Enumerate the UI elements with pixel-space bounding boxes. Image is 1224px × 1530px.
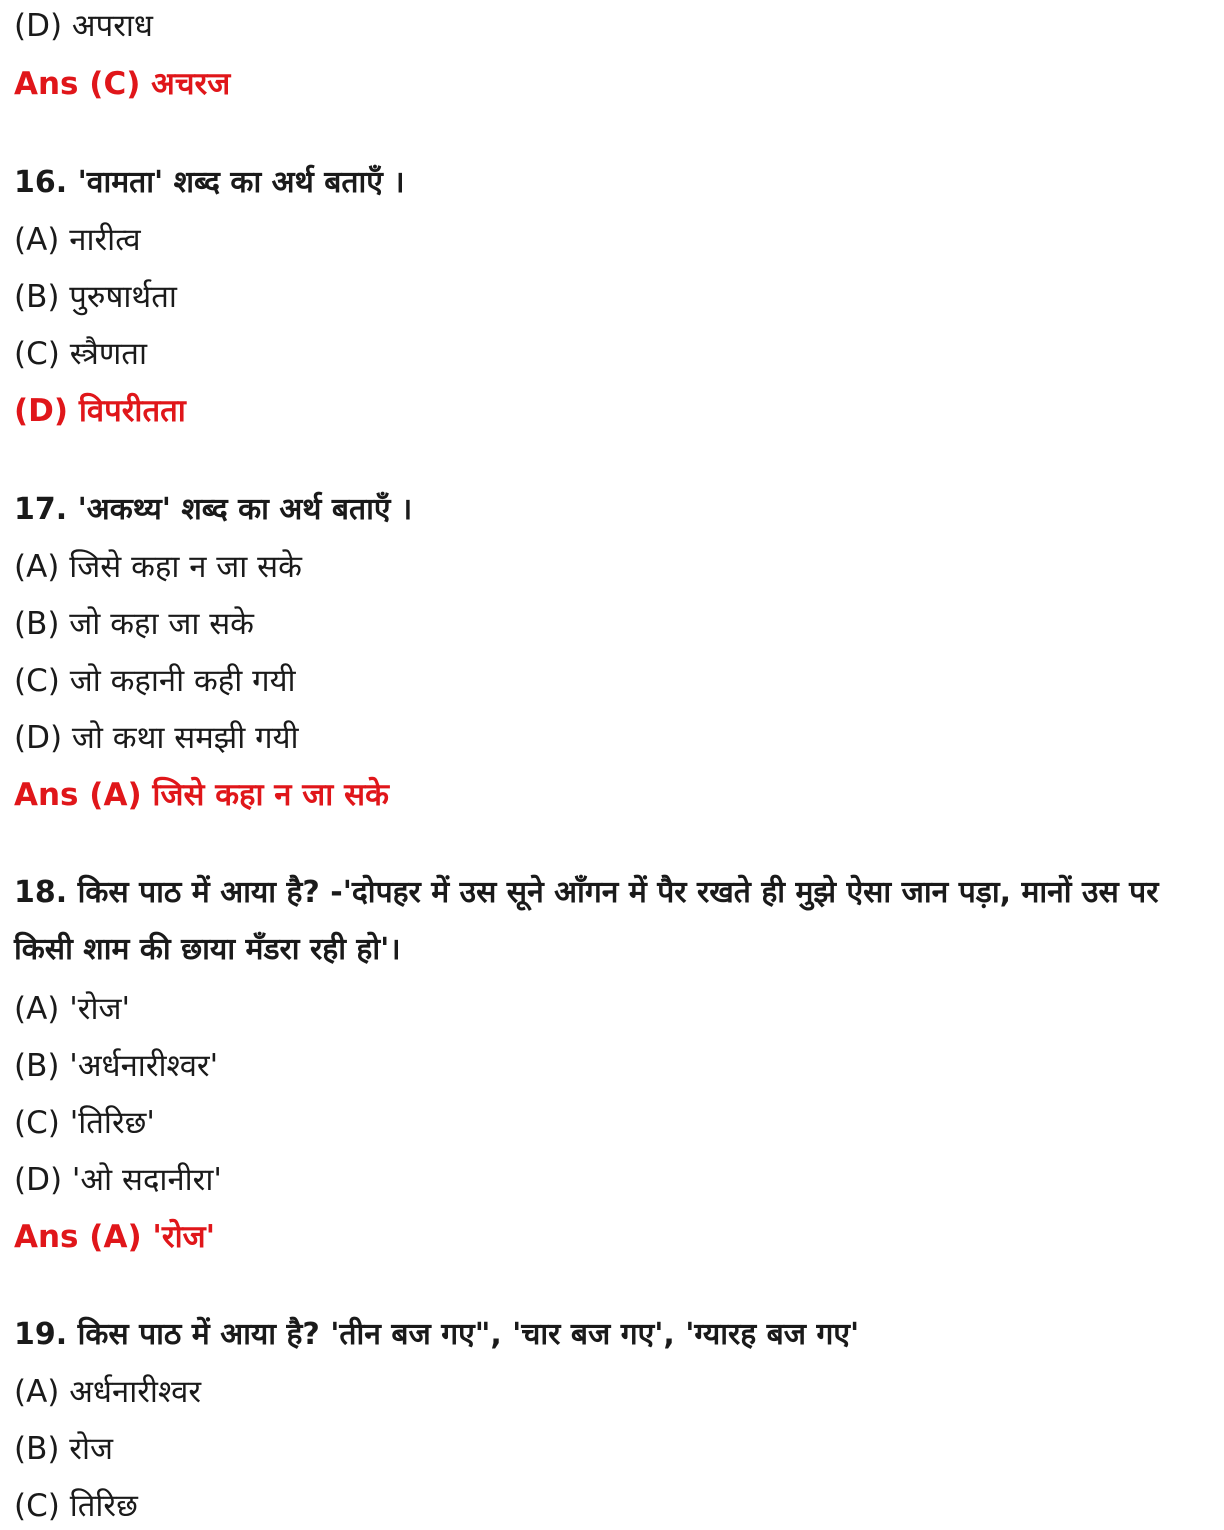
question-18: 18. किस पाठ में आया है? -'दोपहर में उस सूने आँगन में पैर रखते ही मुझे ऐसा जान पड़ा, मानों उस पर किसी शाम की छाया मँडरा रही हो'।: [14, 875, 1159, 967]
option-17-d: (D) जो कथा समझी गयी: [14, 720, 299, 756]
option-16-a: (A) नारीत्व: [14, 222, 141, 258]
option-19-a: (A) अर्धनारीश्वर: [14, 1374, 202, 1410]
option-19-c: (C) तिरिछ: [14, 1488, 138, 1524]
question-19: 19. किस पाठ में आया है? 'तीन बज गए", 'चार बज गए', 'ग्यारह बज गए': [14, 1317, 860, 1352]
option-15-d: (D) अपराध: [14, 8, 153, 44]
option-16-b: (B) पुरुषार्थता: [14, 279, 177, 315]
answer-18: Ans (A) 'रोज': [14, 1219, 216, 1255]
option-19-b: (B) रोज: [14, 1431, 114, 1467]
question-17: 17. 'अकथ्य' शब्द का अर्थ बताएँ ।: [14, 492, 413, 527]
answer-17: Ans (A) जिसे कहा न जा सके: [14, 777, 389, 813]
option-18-b: (B) 'अर्धनारीश्वर': [14, 1048, 219, 1084]
option-16-c: (C) स्त्रैणता: [14, 336, 147, 372]
answer-15: Ans (C) अचरज: [14, 66, 231, 102]
option-18-d: (D) 'ओ सदानीरा': [14, 1162, 222, 1198]
option-17-b: (B) जो कहा जा सके: [14, 606, 254, 642]
option-18-c: (C) 'तिरिछ': [14, 1105, 155, 1141]
question-16: 16. 'वामता' शब्द का अर्थ बताएँ ।: [14, 165, 405, 200]
answer-16: (D) विपरीतता: [14, 393, 186, 429]
option-18-a: (A) 'रोज': [14, 991, 131, 1027]
option-17-a: (A) जिसे कहा न जा सके: [14, 549, 302, 585]
option-17-c: (C) जो कहानी कही गयी: [14, 663, 296, 699]
